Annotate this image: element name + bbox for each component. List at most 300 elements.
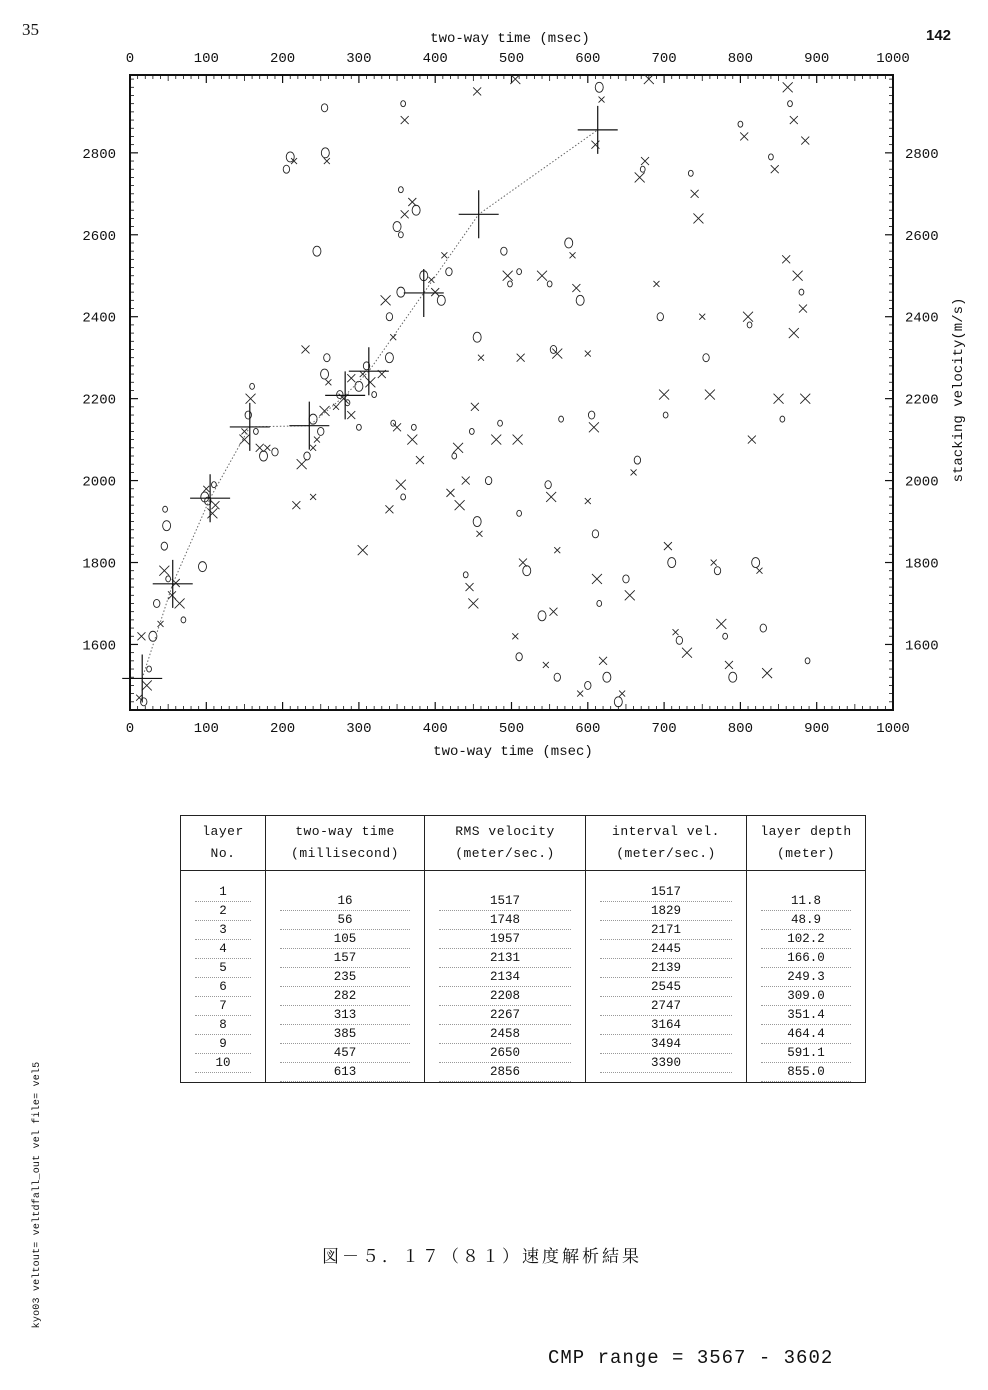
semblance-point-cross: [142, 680, 152, 690]
table-cell: 1: [195, 883, 251, 902]
x-tick-label-top: 200: [269, 51, 296, 67]
table-cell: 2650: [439, 1044, 571, 1063]
semblance-point-circle: [769, 154, 774, 160]
table-cell: 309.0: [761, 987, 851, 1006]
table-cell: 8: [195, 1016, 251, 1035]
semblance-point-cross: [207, 508, 217, 518]
x-tick-label-top: 900: [804, 51, 830, 67]
semblance-point-cross: [664, 542, 672, 550]
x-tick-label-top: 500: [498, 51, 525, 67]
semblance-point-circle: [161, 542, 167, 550]
semblance-point-circle: [576, 295, 584, 305]
page-number-left: 35: [22, 20, 39, 39]
y-tick-label-right: 2800: [905, 146, 939, 163]
semblance-point-cross: [599, 97, 605, 103]
x-tick-label-top: 600: [575, 51, 601, 67]
table-cell: 2458: [439, 1025, 571, 1044]
semblance-point-circle: [386, 313, 392, 321]
semblance-point-circle: [729, 672, 737, 682]
semblance-point-cross: [431, 288, 439, 296]
semblance-point-cross: [782, 255, 790, 263]
header-unit: (millisecond): [291, 846, 399, 861]
table-cell: 48.9: [761, 911, 851, 930]
x-tick-label-top: 1000: [876, 51, 910, 67]
semblance-point-cross: [462, 477, 470, 485]
semblance-point-cross: [585, 498, 591, 504]
semblance-point-cross: [347, 411, 355, 419]
x-tick-label-bottom: 300: [346, 721, 372, 737]
semblance-point-cross: [314, 437, 320, 443]
header-interval-vel: [586, 816, 747, 871]
y-tick-label-left: 2200: [82, 392, 116, 409]
semblance-point-cross: [619, 691, 625, 697]
semblance-point-cross: [771, 165, 779, 173]
semblance-point-circle: [321, 104, 327, 112]
semblance-point-cross: [401, 116, 409, 124]
semblance-point-circle: [588, 411, 594, 419]
table-cell: 2208: [439, 987, 571, 1006]
semblance-point-circle: [547, 281, 552, 287]
header-text: interval vel.: [612, 824, 720, 839]
semblance-point-circle: [780, 416, 785, 422]
semblance-point-cross: [554, 547, 560, 553]
semblance-point-cross: [407, 435, 417, 445]
semblance-point-circle: [485, 477, 491, 485]
semblance-point-circle: [398, 232, 403, 238]
semblance-point-cross: [297, 459, 307, 469]
table-cell: 249.3: [761, 968, 851, 987]
semblance-point-circle: [585, 681, 591, 689]
table-cell: 3494: [600, 1035, 732, 1054]
x-tick-label-top: 400: [422, 51, 448, 67]
semblance-point-cross: [256, 444, 264, 452]
x-axis-label-bottom: two-way time (msec): [433, 744, 593, 760]
semblance-point-cross: [659, 390, 669, 400]
semblance-point-cross: [783, 82, 793, 92]
semblance-point-cross: [325, 379, 331, 385]
semblance-point-cross: [631, 469, 637, 475]
x-tick-label-top: 0: [125, 51, 135, 67]
semblance-point-cross: [365, 377, 375, 387]
table-cell: 2131: [439, 949, 571, 968]
y-axis-label-right: stacking velocity(m/s): [951, 297, 967, 483]
semblance-point-circle: [668, 558, 676, 568]
semblance-point-cross: [762, 668, 772, 678]
table-cell: 102.2: [761, 930, 851, 949]
header-text: layer: [202, 824, 244, 839]
x-tick-label-bottom: 600: [575, 721, 601, 737]
velocity-pick-marker: [404, 269, 444, 317]
semblance-point-circle: [517, 510, 522, 516]
table-cell: 1957: [439, 930, 571, 949]
table-cell: 9: [195, 1035, 251, 1054]
y-tick-label-right: 2400: [905, 310, 939, 327]
semblance-point-cross: [446, 489, 454, 497]
table-cell: 282: [280, 987, 410, 1006]
table-cell: 16: [280, 892, 410, 911]
semblance-point-circle: [498, 420, 503, 426]
semblance-point-cross: [203, 486, 209, 492]
semblance-point-circle: [634, 456, 640, 464]
semblance-point-circle: [559, 416, 564, 422]
semblance-point-circle: [597, 600, 602, 606]
side-file-label: kyo03 veltout= veltdfall_out vel file= vel5: [32, 1061, 43, 1329]
table-cell: 11.8: [761, 892, 851, 911]
semblance-point-circle: [538, 611, 546, 621]
semblance-point-cross: [592, 574, 602, 584]
x-tick-label-bottom: 800: [727, 721, 754, 737]
semblance-point-cross: [246, 394, 256, 404]
semblance-point-circle: [272, 448, 278, 456]
table-cell: 10: [195, 1054, 251, 1073]
semblance-point-circle: [149, 631, 157, 641]
semblance-point-cross: [476, 531, 482, 537]
x-tick-label-top: 700: [651, 51, 677, 67]
semblance-point-cross: [466, 583, 474, 591]
velocity-pick-marker: [190, 474, 230, 522]
semblance-point-cross: [635, 172, 645, 182]
semblance-point-circle: [738, 121, 743, 127]
semblance-point-circle: [517, 269, 522, 275]
velocity-table-container: [180, 815, 866, 1080]
semblance-point-cross: [408, 198, 416, 206]
semblance-point-cross: [333, 404, 339, 410]
table-cell: 3390: [600, 1054, 732, 1073]
y-tick-label-right: 2600: [905, 228, 939, 245]
semblance-point-circle: [516, 653, 522, 661]
x-tick-label-bottom: 900: [804, 721, 830, 737]
table-cell: 7: [195, 997, 251, 1016]
semblance-point-cross: [673, 629, 679, 635]
semblance-point-circle: [250, 383, 255, 389]
semblance-point-circle: [304, 452, 310, 460]
semblance-point-circle: [357, 424, 362, 430]
semblance-point-cross: [789, 328, 799, 338]
semblance-point-cross: [705, 390, 715, 400]
semblance-point-cross: [625, 590, 635, 600]
x-tick-label-bottom: 500: [498, 721, 525, 737]
semblance-point-circle: [595, 82, 603, 92]
semblance-point-circle: [508, 281, 513, 287]
semblance-point-circle: [676, 636, 682, 644]
x-tick-label-bottom: 200: [269, 721, 296, 737]
semblance-point-cross: [301, 345, 309, 353]
table-cell: 351.4: [761, 1006, 851, 1025]
header-text: layer depth: [760, 824, 852, 839]
semblance-point-circle: [181, 617, 186, 623]
header-text: RMS velocity: [455, 824, 555, 839]
semblance-point-cross: [774, 394, 784, 404]
table-cell: 2545: [600, 978, 732, 997]
table-header-row: [181, 816, 866, 871]
header-text: two-way time: [295, 824, 395, 839]
velocity-table: [180, 815, 866, 1083]
table-cell: 464.4: [761, 1025, 851, 1044]
semblance-point-circle: [385, 353, 393, 363]
semblance-point-cross: [175, 598, 185, 608]
table-cell: 157: [280, 949, 410, 968]
table-cell: 1517: [600, 883, 732, 902]
semblance-point-circle: [603, 672, 611, 682]
y-tick-label-right: 1800: [905, 556, 939, 573]
semblance-point-cross: [716, 619, 726, 629]
table-cell: 1829: [600, 902, 732, 921]
semblance-point-circle: [163, 521, 171, 531]
semblance-point-circle: [614, 697, 622, 707]
y-tick-label-left: 2400: [82, 310, 116, 327]
semblance-point-cross: [543, 662, 549, 668]
semblance-point-circle: [760, 624, 766, 632]
table-cell: 166.0: [761, 949, 851, 968]
semblance-point-cross: [549, 608, 557, 616]
semblance-point-circle: [703, 354, 709, 362]
cmp-range-label: CMP range = 3567 - 3602: [548, 1347, 834, 1369]
table-cell: 2856: [439, 1063, 571, 1082]
semblance-point-circle: [592, 530, 598, 538]
semblance-point-cross: [799, 305, 807, 313]
semblance-point-cross: [158, 621, 164, 627]
semblance-point-circle: [283, 165, 289, 173]
semblance-point-circle: [147, 666, 152, 672]
semblance-point-cross: [790, 116, 798, 124]
semblance-point-circle: [723, 633, 728, 639]
y-tick-label-left: 2800: [82, 146, 116, 163]
semblance-point-circle: [545, 481, 551, 489]
header-two-way-time: [266, 816, 425, 871]
semblance-point-cross: [360, 371, 366, 377]
table-cell: 2267: [439, 1006, 571, 1025]
semblance-point-cross: [585, 351, 591, 357]
semblance-point-cross: [478, 355, 484, 361]
table-cell: 2139: [600, 959, 732, 978]
semblance-point-cross: [381, 295, 391, 305]
semblance-point-circle: [747, 322, 752, 328]
table-cell: 5: [195, 959, 251, 978]
semblance-point-cross: [491, 435, 501, 445]
semblance-point-cross: [455, 500, 465, 510]
semblance-point-cross: [310, 445, 316, 451]
semblance-point-cross: [653, 281, 659, 287]
header-layer-depth: [747, 816, 866, 871]
semblance-point-cross: [793, 271, 803, 281]
semblance-point-cross: [347, 374, 355, 382]
semblance-point-cross: [503, 271, 513, 281]
semblance-point-cross: [513, 435, 523, 445]
semblance-point-circle: [688, 170, 693, 176]
y-tick-label-left: 1800: [82, 556, 116, 573]
semblance-point-cross: [264, 445, 270, 451]
table-cell: 2445: [600, 940, 732, 959]
header-unit: (meter): [776, 846, 836, 861]
header-rms-velocity: [425, 816, 586, 871]
velocity-pick-marker: [230, 403, 270, 451]
semblance-point-cross: [211, 501, 219, 509]
semblance-point-cross: [740, 132, 748, 140]
table-cell: 1517: [439, 892, 571, 911]
semblance-point-circle: [166, 576, 171, 582]
semblance-point-circle: [640, 166, 645, 172]
y-tick-label-left: 2000: [82, 474, 116, 491]
semblance-point-circle: [393, 222, 401, 232]
semblance-point-cross: [756, 568, 762, 574]
semblance-point-cross: [570, 252, 576, 258]
semblance-point-circle: [565, 238, 573, 248]
x-tick-label-top: 800: [727, 51, 754, 67]
semblance-point-cross: [137, 632, 145, 640]
x-tick-label-bottom: 100: [193, 721, 219, 737]
semblance-point-cross: [512, 633, 518, 639]
table-cell: 613: [280, 1063, 410, 1082]
header-unit: No.: [210, 846, 236, 861]
semblance-point-cross: [396, 480, 406, 490]
semblance-point-circle: [321, 369, 329, 379]
semblance-point-cross: [428, 277, 434, 283]
table-cell: 235: [280, 968, 410, 987]
semblance-point-cross: [577, 691, 583, 697]
velocity-pick-marker: [459, 190, 499, 238]
semblance-point-circle: [663, 412, 668, 418]
table-cell: 457: [280, 1044, 410, 1063]
velocity-pick-marker: [578, 106, 618, 154]
semblance-point-circle: [355, 381, 363, 391]
semblance-point-cross: [519, 559, 527, 567]
semblance-point-circle: [401, 494, 406, 500]
semblance-point-cross: [691, 190, 699, 198]
semblance-point-circle: [805, 658, 810, 664]
table-cell: 2747: [600, 997, 732, 1016]
semblance-point-circle: [397, 287, 405, 297]
semblance-point-circle: [554, 673, 560, 681]
semblance-point-cross: [641, 157, 649, 165]
semblance-point-circle: [437, 295, 445, 305]
semblance-point-circle: [141, 698, 147, 706]
semblance-point-circle: [788, 101, 793, 107]
semblance-point-circle: [412, 205, 420, 215]
semblance-point-cross: [324, 158, 330, 164]
semblance-point-cross: [385, 505, 393, 513]
x-tick-label-bottom: 0: [125, 721, 135, 737]
velocity-pick-marker: [289, 402, 329, 450]
semblance-point-cross: [517, 354, 525, 362]
velocity-function-line: [142, 130, 598, 679]
semblance-point-circle: [752, 558, 760, 568]
x-axis-label-top: two-way time (msec): [430, 31, 590, 47]
semblance-point-circle: [163, 506, 168, 512]
semblance-point-cross: [471, 403, 479, 411]
semblance-point-circle: [324, 354, 330, 362]
header-unit: (meter/sec.): [616, 846, 716, 861]
column-layer-no: [181, 871, 266, 1083]
semblance-point-cross: [159, 566, 169, 576]
semblance-point-circle: [260, 451, 268, 461]
table-cell: 3: [195, 921, 251, 940]
semblance-point-cross: [599, 657, 607, 665]
semblance-point-cross: [711, 560, 717, 566]
y-tick-label-left: 2600: [82, 228, 116, 245]
semblance-point-circle: [623, 575, 629, 583]
table-cell: 2: [195, 902, 251, 921]
column-interval-vel: [586, 871, 747, 1083]
velocity-pick-marker: [122, 654, 162, 702]
table-cell: 6: [195, 978, 251, 997]
column-layer-depth: [747, 871, 866, 1083]
table-cell: 2171: [600, 921, 732, 940]
semblance-point-cross: [801, 137, 809, 145]
semblance-point-cross: [800, 394, 810, 404]
semblance-point-cross: [572, 284, 580, 292]
semblance-point-circle: [198, 562, 206, 572]
y-tick-label-right: 2000: [905, 474, 939, 491]
table-cell: 3164: [600, 1016, 732, 1035]
semblance-point-cross: [453, 443, 463, 453]
header-unit: (meter/sec.): [455, 846, 555, 861]
semblance-point-cross: [310, 494, 316, 500]
semblance-point-circle: [452, 453, 457, 459]
semblance-point-cross: [292, 501, 300, 509]
semblance-point-circle: [154, 599, 160, 607]
semblance-point-cross: [416, 456, 424, 464]
semblance-point-circle: [372, 392, 377, 398]
plot-frame: [130, 75, 893, 710]
semblance-point-circle: [463, 572, 468, 578]
semblance-point-circle: [401, 101, 406, 107]
semblance-point-circle: [469, 428, 474, 434]
semblance-point-circle: [411, 424, 416, 430]
table-cell: 56: [280, 911, 410, 930]
semblance-point-cross: [537, 271, 547, 281]
y-tick-label-left: 1600: [82, 638, 116, 655]
semblance-point-cross: [401, 210, 409, 218]
column-rms-velocity: [425, 871, 586, 1083]
semblance-point-circle: [309, 414, 317, 424]
semblance-point-circle: [253, 428, 258, 434]
semblance-point-cross: [725, 661, 733, 669]
semblance-point-cross: [358, 545, 368, 555]
semblance-point-circle: [501, 247, 507, 255]
x-tick-label-top: 100: [193, 51, 219, 67]
semblance-point-cross: [693, 213, 703, 223]
semblance-point-cross: [682, 648, 692, 658]
table-cell: 313: [280, 1006, 410, 1025]
semblance-point-cross: [441, 252, 447, 258]
column-two-way-time: [266, 871, 425, 1083]
semblance-point-cross: [468, 598, 478, 608]
semblance-point-circle: [473, 332, 481, 342]
semblance-point-cross: [699, 314, 705, 320]
x-tick-label-bottom: 1000: [876, 721, 910, 737]
x-tick-label-bottom: 700: [651, 721, 677, 737]
y-tick-label-right: 2200: [905, 392, 939, 409]
table-cell: 4: [195, 940, 251, 959]
table-cell: 591.1: [761, 1044, 851, 1063]
semblance-point-circle: [212, 482, 217, 488]
semblance-point-cross: [393, 423, 401, 431]
semblance-point-cross: [473, 87, 481, 95]
semblance-point-circle: [657, 313, 663, 321]
semblance-point-circle: [313, 246, 321, 256]
x-tick-label-bottom: 400: [422, 721, 448, 737]
table-cell: 2134: [439, 968, 571, 987]
x-tick-label-top: 300: [346, 51, 372, 67]
semblance-point-circle: [799, 289, 804, 295]
table-cell: 385: [280, 1025, 410, 1044]
semblance-point-cross: [748, 436, 756, 444]
semblance-point-cross: [546, 492, 556, 502]
table-body-row: [181, 871, 866, 1083]
header-layer-no: [181, 816, 266, 871]
semblance-point-circle: [714, 567, 720, 575]
semblance-point-circle: [398, 187, 403, 193]
